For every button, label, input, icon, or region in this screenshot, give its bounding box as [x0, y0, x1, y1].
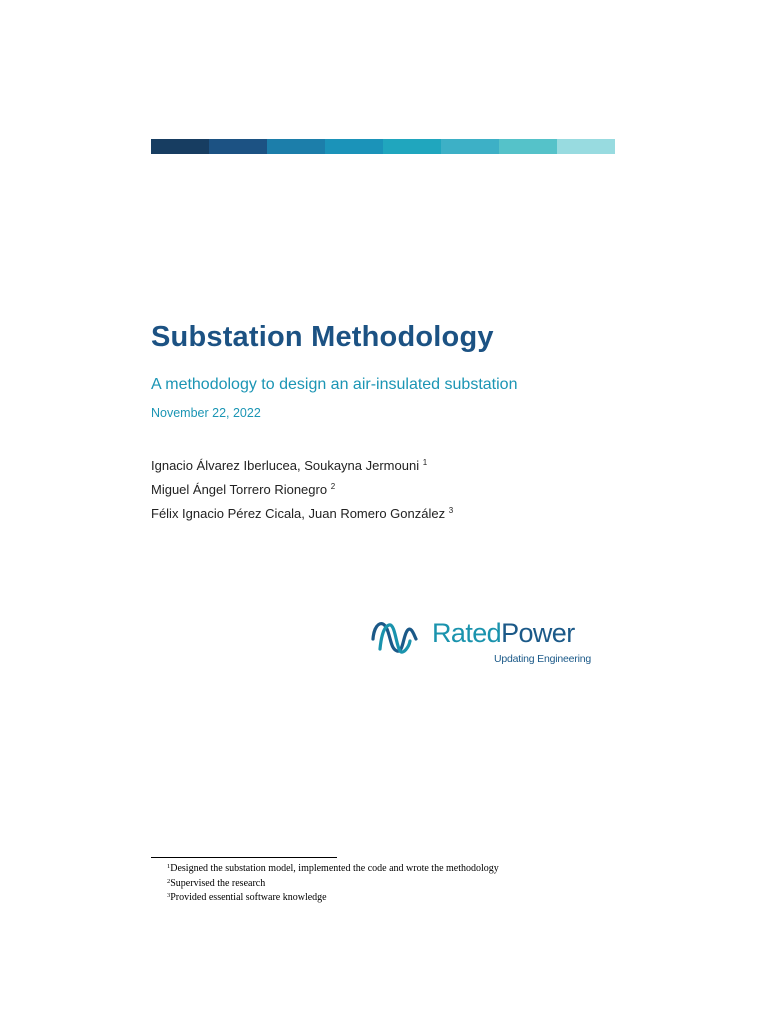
- author-line-1: [151, 452, 453, 476]
- document-title: Substation Methodology: [151, 321, 494, 353]
- author-names: Ignacio Álvarez Iberlucea, Soukayna Jermouni: [151, 458, 420, 473]
- footnote-1: [167, 861, 499, 876]
- footnote-mark: 2: [167, 877, 171, 885]
- footnote-2: [167, 876, 499, 891]
- footnote-text: Provided essential software knowledge: [170, 892, 327, 903]
- author-footnote-mark: 2: [330, 482, 336, 491]
- footnote-mark: 1: [167, 863, 171, 870]
- logo-word-power: Power: [501, 618, 575, 648]
- author-names: Miguel Ángel Torrero Rionegro: [151, 482, 328, 497]
- author-names: Félix Ignacio Pérez Cicala, Juan Romero González: [151, 506, 446, 521]
- ratedpower-wave-icon: [369, 615, 421, 659]
- header-color-bar: [151, 139, 615, 154]
- color-bar-segment-1: [151, 139, 209, 154]
- color-bar-segment-7: [499, 139, 557, 154]
- author-list: [151, 452, 453, 524]
- footnote-mark: 3: [167, 892, 171, 899]
- color-bar-segment-3: [267, 139, 325, 154]
- logo-wordmark: [432, 618, 575, 649]
- logo-word-rated: Rated: [432, 618, 502, 648]
- author-line-3: [151, 500, 453, 524]
- footnote-text: Designed the substation model, implemented the code and wrote the methodology: [170, 863, 499, 874]
- footnotes: [167, 861, 499, 905]
- author-footnote-mark: 1: [422, 458, 428, 467]
- document-subtitle: A methodology to design an air-insulated substation: [151, 376, 518, 393]
- footnote-3: [167, 890, 499, 905]
- author-line-2: [151, 476, 453, 500]
- author-footnote-mark: 3: [448, 506, 454, 515]
- footnote-text: Supervised the research: [170, 877, 266, 889]
- color-bar-segment-4: [325, 139, 383, 154]
- ratedpower-logo: [369, 615, 609, 675]
- color-bar-segment-5: [383, 139, 441, 154]
- logo-tagline: Updating Engineering: [494, 653, 591, 665]
- document-date: November 22, 2022: [151, 406, 261, 420]
- color-bar-segment-8: [557, 139, 615, 154]
- footnote-divider: [151, 857, 337, 858]
- color-bar-segment-2: [209, 139, 267, 154]
- color-bar-segment-6: [441, 139, 499, 154]
